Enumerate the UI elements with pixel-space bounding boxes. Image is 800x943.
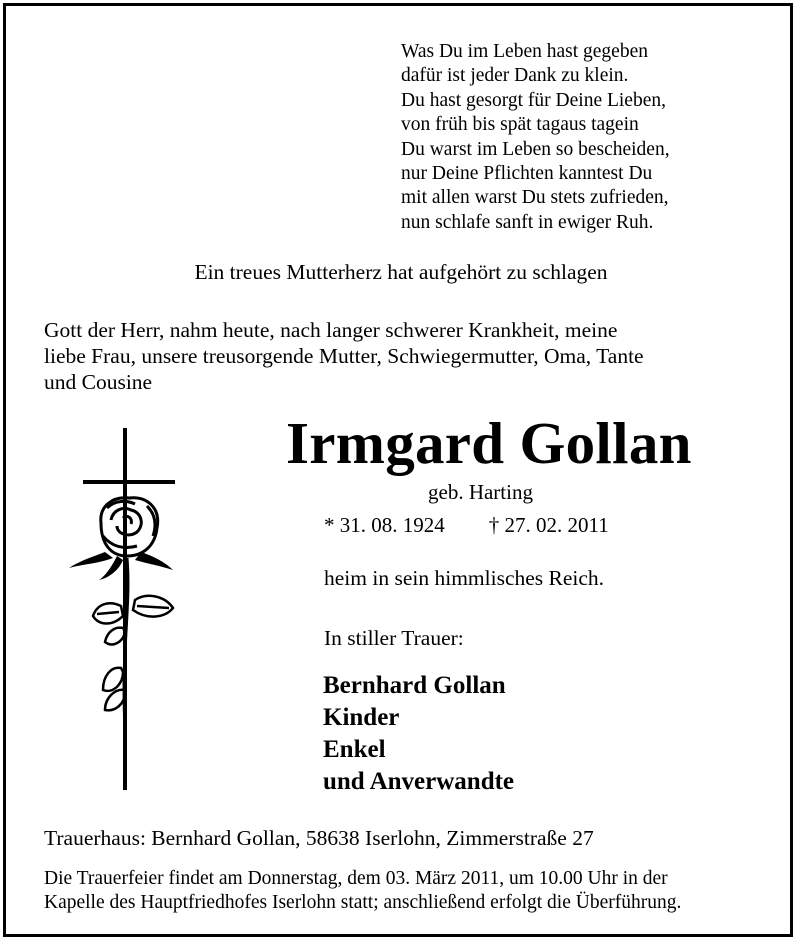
poem-line: von früh bis spät tagaus tagein — [401, 114, 639, 136]
poem-line: nur Deine Pflichten kanntest Du — [401, 163, 653, 185]
poem-line: Du hast gesorgt für Deine Lieben, — [401, 89, 666, 111]
mourner: Kinder — [323, 704, 400, 731]
poem-line: dafür ist jeder Dank zu klein. — [401, 65, 629, 87]
funeral-line: Die Trauerfeier findet am Donnerstag, dem 03. März 2011, um 10.00 Uhr in der — [44, 868, 668, 889]
poem-line: nun schlafe sanft in ewiger Ruh. — [401, 211, 654, 233]
deceased-name: Irmgard Gollan — [286, 410, 692, 476]
poem — [401, 40, 670, 235]
mourner: und Anverwandte — [323, 768, 515, 795]
obituary-notice — [3, 3, 793, 937]
intro-line: und Cousine — [44, 370, 153, 394]
birth-date: * 31. 08. 1924 — [324, 513, 445, 537]
poem-line: mit allen warst Du stets zufrieden, — [401, 187, 669, 209]
funeral-info — [44, 867, 681, 915]
headline: Ein treues Mutterherz hat aufgehört zu schlagen — [194, 260, 608, 284]
poem-line: Du warst im Leben so bescheiden, — [401, 138, 670, 160]
cross-rose-icon — [61, 428, 191, 790]
mourner: Enkel — [323, 736, 386, 763]
mourning-label: In stiller Trauer: — [324, 626, 464, 650]
birth-name: geb. Harting — [428, 480, 533, 504]
mourner: Bernhard Gollan — [323, 672, 506, 699]
mourners-list — [323, 670, 514, 798]
death-date: † 27. 02. 2011 — [488, 513, 609, 537]
closing-text: heim in sein himmlisches Reich. — [324, 566, 605, 590]
funeral-line: Kapelle des Hauptfriedhofes Iserlohn statt; anschließend erfolgt die Überführung. — [44, 892, 682, 913]
intro-text — [44, 317, 644, 395]
intro-line: Gott der Herr, nahm heute, nach langer schwerer Krankheit, meine — [44, 318, 618, 342]
mourning-house-address: Trauerhaus: Bernhard Gollan, 58638 Iserlohn, Zimmerstraße 27 — [44, 826, 594, 850]
intro-line: liebe Frau, unsere treusorgende Mutter, Schwiegermutter, Oma, Tante — [44, 344, 644, 368]
poem-line: Was Du im Leben hast gegeben — [401, 41, 648, 62]
life-dates — [324, 513, 609, 538]
